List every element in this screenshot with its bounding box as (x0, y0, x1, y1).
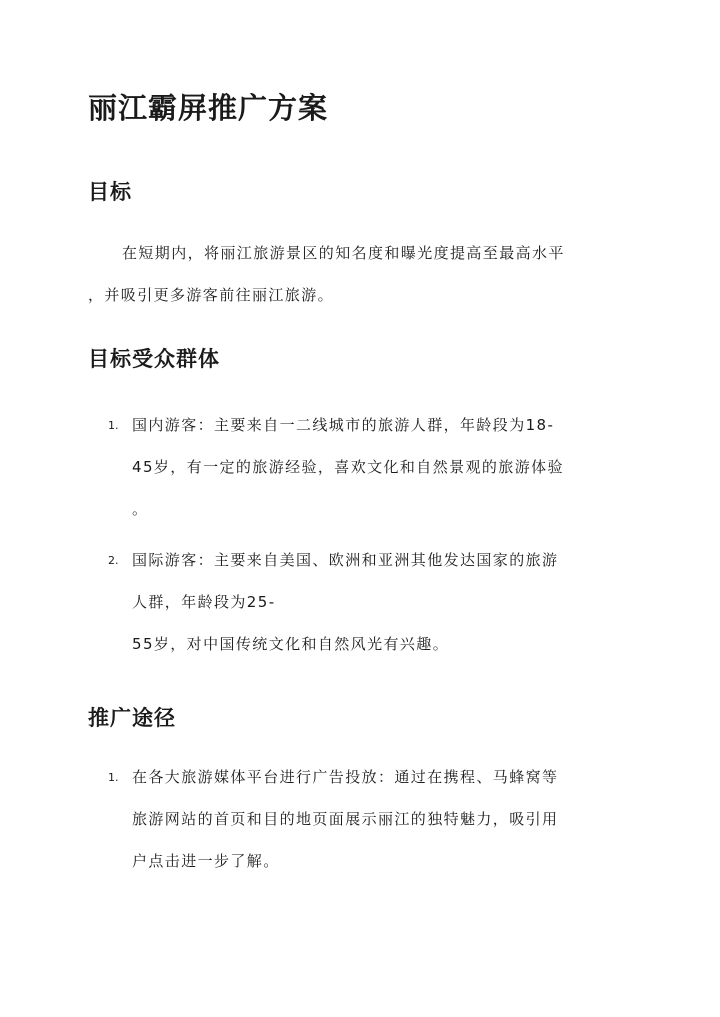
goal-paragraph (88, 232, 636, 316)
section-heading-channels: 推广途径 (88, 705, 176, 730)
goal-paragraph-line: ，并吸引更多游客前往丽江旅游。 (88, 286, 335, 304)
list-item-line: 户点击进一步了解。 (132, 852, 280, 870)
list-number: 1. (108, 771, 119, 784)
list-number: 2. (108, 554, 119, 567)
list-item-line: 国内游客：主要来自一二线城市的旅游人群，年龄段为18- (132, 416, 555, 434)
list-number: 1. (108, 419, 119, 432)
page-title: 丽江霸屏推广方案 (88, 91, 329, 125)
list-item-line: 国际游客：主要来自美国、欧洲和亚洲其他发达国家的旅游 (132, 551, 559, 569)
list-item (108, 539, 620, 665)
list-item (108, 404, 620, 530)
list-item-line: 人群，年龄段为25- (132, 593, 276, 611)
list-item-line: 在各大旅游媒体平台进行广告投放：通过在携程、马蜂窝等 (132, 768, 559, 786)
section-heading-audience: 目标受众群体 (88, 346, 220, 371)
goal-paragraph-line: 在短期内，将丽江旅游景区的知名度和曝光度提高至最高水平 (122, 244, 565, 262)
list-item-line: 。 (132, 500, 149, 518)
list-item-line: 55岁，对中国传统文化和自然风光有兴趣。 (132, 635, 450, 653)
channels-list (108, 756, 620, 891)
list-item-line: 45岁，有一定的旅游经验，喜欢文化和自然景观的旅游体验 (132, 458, 564, 476)
list-item-line: 旅游网站的首页和目的地页面展示丽江的独特魅力，吸引用 (132, 810, 559, 828)
list-item (108, 756, 620, 882)
audience-list (108, 404, 620, 674)
section-heading-goal: 目标 (88, 179, 132, 204)
